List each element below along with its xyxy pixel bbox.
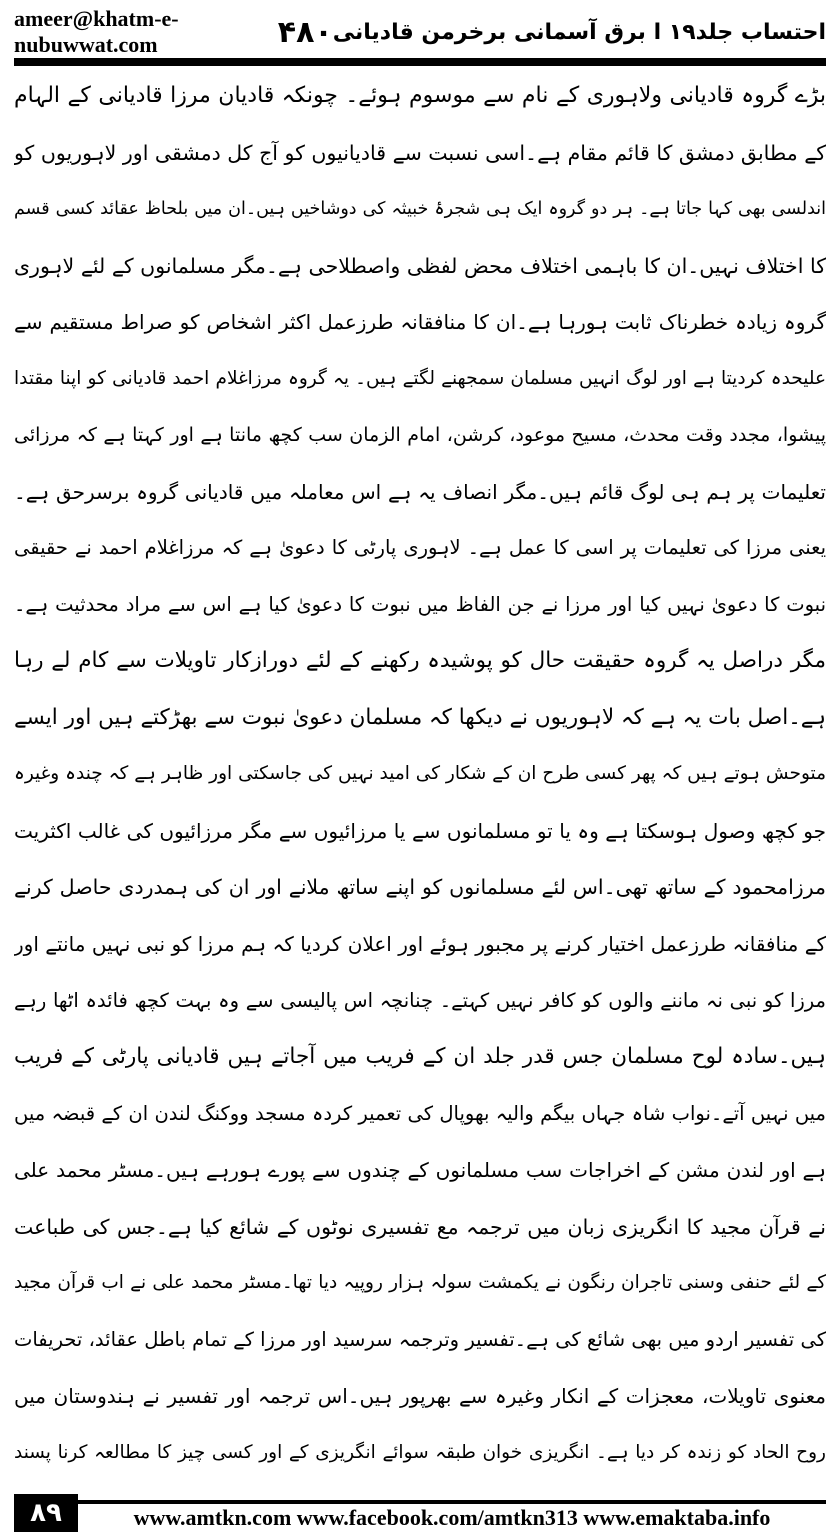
body-line: ہے اور لندن مشن کے اخراجات سب مسلمانوں کے چندوں سے پورے ہورہے ہیں۔مسٹر محمد علی <box>14 1158 826 1183</box>
footer-links-area <box>78 1494 826 1532</box>
body-line: یعنی مرزا کی تعلیمات پر اسی کا عمل ہے۔ لاہوری پارٹی کا دعویٰ ہے کہ مرزاغلام احمد نے حقیقی <box>14 536 826 560</box>
header-email: ameer@khatm-e-nubuwwat.com <box>14 6 179 57</box>
body-line: نبوت کا دعویٰ نہیں کیا اور مرزا نے جن الفاظ میں نبوت کا دعویٰ کیا ہے اس سے مراد محدثیت ہے۔ <box>14 592 826 616</box>
footer-links[interactable]: www.amtkn.com www.facebook.com/amtkn313 www.emaktaba.info <box>133 1505 771 1530</box>
body-line: کے مطابق دمشق کا قائم مقام ہے۔اسی نسبت سے قادیانیوں کو آج کل دمشقی اور لاہوریوں کو <box>14 140 826 165</box>
body-line: متوحش ہوتے ہیں کہ پھر کسی طرح ان کے شکار کی امید نہیں کی جاسکتی اور ظاہر ہے کہ چندہ وغیرہ <box>14 763 826 785</box>
body-line: روح الحاد کو زندہ کر دیا ہے۔ انگریزی خوان طبقہ سوائے انگریزی کے اور کسی چیز کا مطالعہ کرنا پسند <box>14 1441 826 1463</box>
page-header <box>14 6 826 57</box>
footer-folio: ۸۹ <box>14 1494 78 1532</box>
header-book-title: احتساب جلد۱۹ ا برق آسمانی برخرمن قادیانی <box>332 19 826 45</box>
body-line: میں نہیں آتے۔نواب شاہ جہاں بیگم والیہ بھوپال کی تعمیر کردہ مسجد ووکنگ لندن ان کے قبضہ میں <box>14 1101 826 1125</box>
body-line: علیحدہ کردیتا ہے اور لوگ انہیں مسلمان سمجھنے لگتے ہیں۔ یہ گروہ مرزاغلام احمد قادیانی کو اپنا مقتدا <box>14 367 826 389</box>
body-line: ہیں۔سادہ لوح مسلمان جس قدر جلد ان کے فریب میں آجاتے ہیں قادیانی پارٹی کے فریب <box>14 1044 826 1070</box>
header-page-number: ۴۸۰ <box>277 14 333 50</box>
body-line: تعلیمات پر ہم ہی لوگ قائم ہیں۔مگر انصاف یہ ہے اس معاملہ میں قادیانی گروہ برسرحق ہے۔ <box>14 479 826 504</box>
body-line: مگر دراصل یہ گروہ حقیقت حال کو پوشیدہ رکھنے کے لئے دورازکار تاویلات سے کام لے رہا <box>14 648 826 674</box>
body-line: مرزامحمود کے ساتھ تھی۔اس لئے مسلمانوں کو اپنے ساتھ ملانے اور ان کی ہمدردی حاصل کرنے <box>14 875 826 900</box>
body-line: مرزا کو نبی نہ ماننے والوں کو کافر نہیں کہتے۔ چنانچہ اس پالیسی سے وہ بہت کچھ فائدہ اٹھا رہے <box>14 988 826 1012</box>
body-line: ہے۔اصل بات یہ ہے کہ لاہوریوں نے دیکھا کہ مسلمان دعویٰ نبوت سے بھڑکتے ہیں اور ایسے <box>14 704 826 730</box>
body-line: کا اختلاف نہیں۔ان کا باہمی اختلاف محض لفظی واصطلاحی ہے۔مگر مسلمانوں کے لئے لاہوری <box>14 253 826 278</box>
body-line: جو کچھ وصول ہوسکتا ہے وہ یا تو مسلمانوں سے یا مرزائیوں سے مگر مرزائیوں کی غالب اکثریت <box>14 818 826 843</box>
body-line: معنوی تاویلات، معجزات کے انکار وغیرہ سے بھرپور ہیں۔اس ترجمہ اور تفسیر نے ہندوستان میں <box>14 1384 826 1409</box>
header-rule <box>14 58 826 66</box>
body-line: نے قرآن مجید کا انگریزی زبان میں ترجمہ مع تفسیری نوٹوں کے شائع کیا ہے۔جس کی طباعت <box>14 1214 826 1239</box>
body-text <box>14 72 826 1477</box>
body-line: پیشوا، مجدد وقت محدث، مسیح موعود، کرشن، امام الزمان سب کچھ مانتا ہے اور کہتا ہے کہ مرزائی <box>14 424 826 447</box>
footer-rule <box>78 1500 826 1504</box>
body-line: اندلسی بھی کہا جاتا ہے۔ ہر دو گروہ ایک ہی شجرۂ خبیثہ کی دوشاخیں ہیں۔ان میں بلحاظ عقائد کسی قسم <box>14 199 826 220</box>
body-line: کے منافقانہ طرزعمل اختیار کرنے پر مجبور ہوئے اور اعلان کردیا کہ ہم مرزا کو نبی نہیں مانتے اور <box>14 931 826 956</box>
body-line: کی تفسیر اردو میں بھی شائع کی ہے۔تفسیر وترجمہ سرسید اور مرزا کے تمام باطل عقائد، تحریفات <box>14 1327 826 1351</box>
header-left <box>14 6 333 58</box>
body-line: گروہ زیادہ خطرناک ثابت ہورہا ہے۔ان کا منافقانہ طرزعمل اکثر اشخاص کو صراط مستقیم سے <box>14 310 826 335</box>
page-footer <box>14 1494 826 1532</box>
body-line: کے لئے حنفی وسنی تاجران رنگون نے یکمشت سولہ ہزار روپیہ دیا تھا۔مسٹر محمد علی نے اب قرآن مجید <box>14 1272 826 1294</box>
body-line: بڑے گروہ قادیانی ولاہوری کے نام سے موسوم ہوئے۔ چونکہ قادیان مرزا قادیانی کے الہام <box>14 83 826 108</box>
